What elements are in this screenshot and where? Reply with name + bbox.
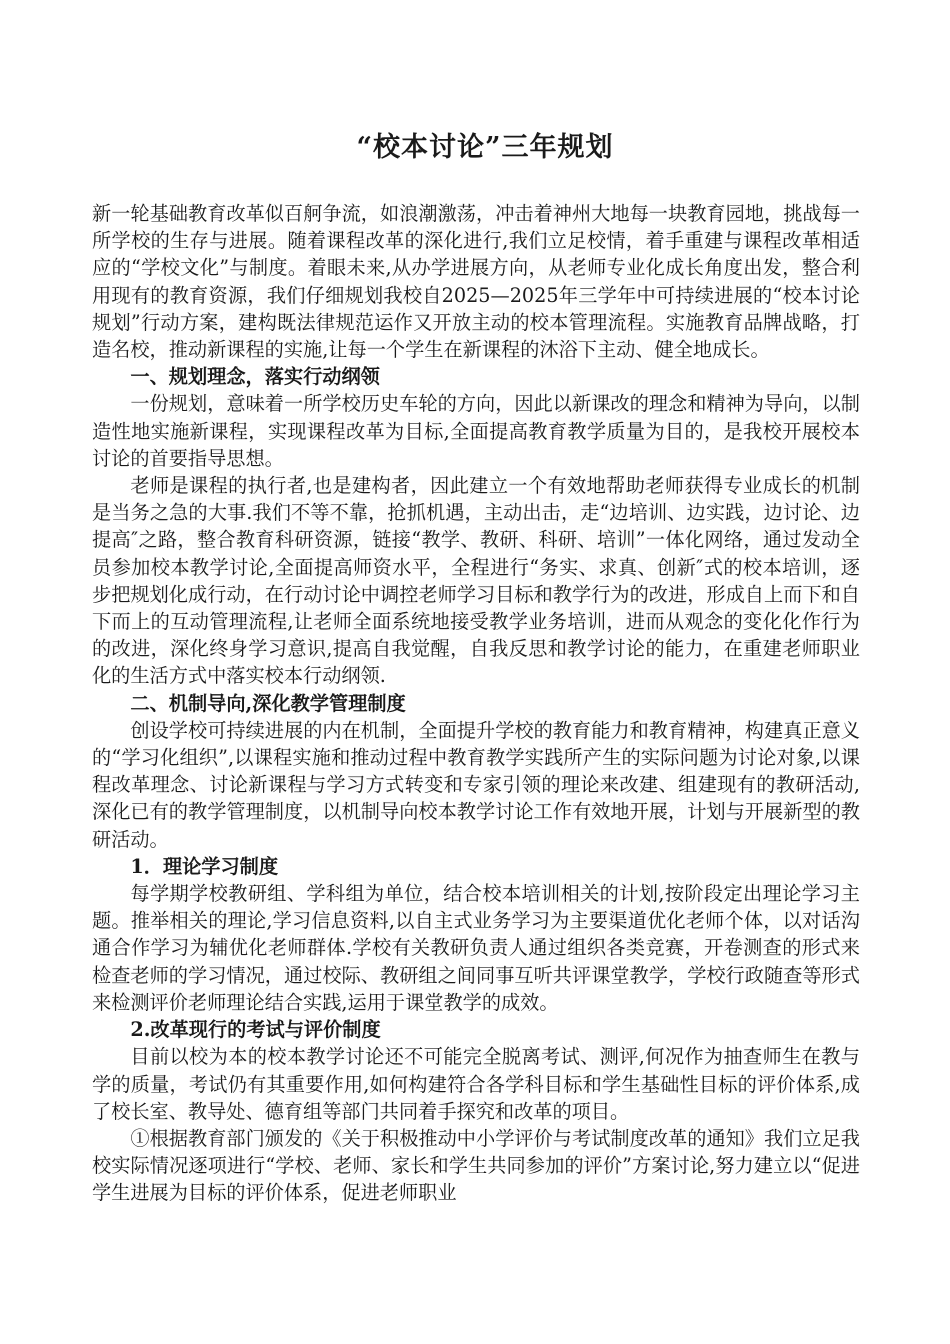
body-paragraph: 老师是课程的执行者,也是建构者，因此建立一个有效地帮助老师获得专业成长的机制是当务之急的大事.我们不等不靠，抢抓机遇，主动出击，走“边培训、边实践，边讨论、边提高″之路，整合教育科研资源，链接“教学、教研、科研、培训”一体化网络，通过发动全员参加校本教学讨论,全面提高师资水平，全程进行“务实、求真、创新″式的校本培训，逐步把规划化成行动，在行动讨论中调控老师学习目标和教学行为的改进，形成自上而下和自下而上的互动管理流程,让老师全面系统地接受教学业务培训，进而从观念的变化化作行为的改进，深化终身学习意识,提高自我觉醒，自我反思和教学讨论的能力，在重建老师职业化的生活方式中落实校本行动纲领. — [92, 474, 860, 688]
body-paragraph: 目前以校为本的校本教学讨论还不可能完全脱离考试、测评,何况作为抽查师生在教与学的质量，考试仍有其重要作用,如何构建符合各学科目标和学生基础性目标的评价体系,成了校长室、教导处、德育组等部门共同着手探究和改革的项目。 — [92, 1045, 860, 1123]
section-heading: 2.改革现行的考试与评价制度 — [130, 1018, 381, 1042]
body-paragraph: 一份规划，意味着一所学校历史车轮的方向，因此以新课改的理念和精神为导向，以制造性地实施新课程，实现课程改革为目标,全面提高教育教学质量为目的，是我校开展校本讨论的首要指导思想。 — [92, 392, 860, 470]
document-page — [92, 128, 860, 1207]
body-paragraph: ①根据教育部门颁发的《关于积极推动中小学评价与考试制度改革的通知》我们立足我校实际情况逐项进行“学校、老师、家长和学生共同参加的评价”方案讨论,努力建立以“促进学生进展为目标的评价体系，促进老师职业 — [92, 1126, 860, 1205]
body-paragraph: 新一轮基础教育改革似百舸争流，如浪潮激荡，冲击着神州大地每一块教育园地，挑战每一所学校的生存与进展。随着课程改革的深化进行,我们立足校情，着手重建与课程改革相适应的“学校文化”与制度。着眼未来,从办学进展方向，从老师专业化成长角度出发，整合利用现有的教育资源，我们仔细规划我校自2025—2025年三学年中可持续进展的“校本讨论规划”行动方案，建构既法律规范运作又开放主动的校本管理流程。实施教育品牌战略，打造名校，推动新课程的实施,让每一个学生在新课程的沐浴下主动、健全地成长。 — [92, 202, 860, 362]
body-paragraph: 每学期学校教研组、学科组为单位，结合校本培训相关的计划,按阶段定出理论学习主题。推举相关的理论,学习信息资料,以自主式业务学习为主要渠道优化老师个体，以对话沟通合作学习为辅优化老师群体.学校有关教研负责人通过组织各类竞赛，开卷测查的形式来检查老师的学习情况，通过校际、教研组之间同事互听共评课堂教学，学校行政随查等形式来检测评价老师理论结合实践,运用于课堂教学的成效。 — [92, 882, 860, 1014]
section-heading: 一、规划理念，落实行动纲领 — [130, 365, 380, 389]
document-body — [92, 200, 860, 1207]
section-heading: 1．理论学习制度 — [130, 854, 279, 878]
body-paragraph: 创设学校可持续进展的内在机制，全面提升学校的教育能力和教育精神，构建真正意义的“学习化组织”,以课程实施和推动过程中教育教学实践所产生的实际问题为讨论对象,以课程改革理念、讨论新课程与学习方式转变和专家引领的理论来改建、组建现有的教研活动,深化已有的教学管理制度，以机制导向校本教学讨论工作有效地开展，计划与开展新型的教研活动。 — [92, 718, 860, 851]
page-title: “校本讨论”三年规划 — [356, 132, 614, 163]
section-heading: 二、机制导向,深化教学管理制度 — [130, 691, 406, 715]
